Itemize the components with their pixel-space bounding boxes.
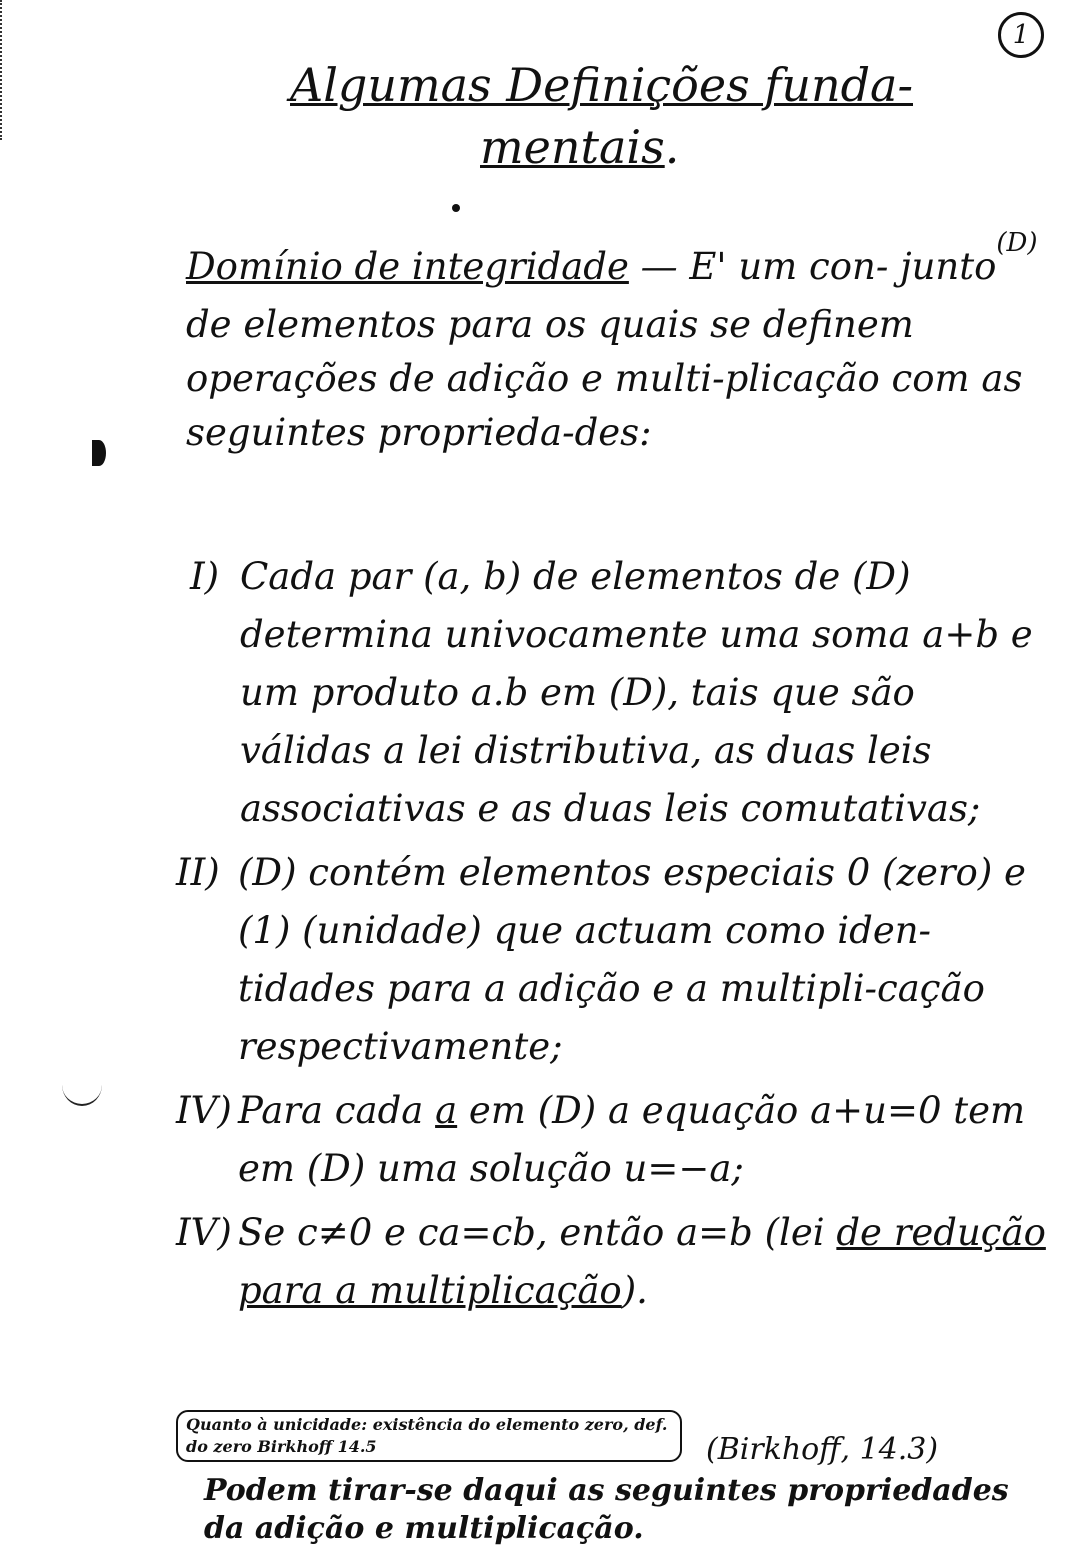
property-item	[176, 844, 1056, 1076]
ink-dot	[452, 204, 460, 212]
property-text-b: em (D) a equação a+u=0 tem em (D) uma solução u=−a;	[238, 1089, 1026, 1190]
title-line-2-word: mentais	[480, 120, 665, 174]
title-line-2	[480, 120, 1030, 174]
margin-ink-curve	[62, 1064, 102, 1106]
property-item	[176, 548, 1056, 838]
property-text: Cada par (a, b) de elementos de (D) determina univocamente uma soma a+b e um produto a.b em (D), tais que são válidas a lei distributiva, as duas leis associativas e as duas leis comutativas;	[240, 555, 1033, 830]
property-text	[176, 1082, 1056, 1198]
property-number: I)	[190, 555, 220, 598]
reference-citation: (Birkhoff, 14.3)	[706, 1432, 939, 1467]
title-line-1: Algumas Definições funda-	[290, 58, 913, 112]
page-number: 1	[998, 12, 1044, 58]
property-text	[176, 1204, 1056, 1320]
definition-dash: —	[628, 245, 690, 288]
title-line-2-period: .	[664, 120, 680, 174]
definition-symbol-d: (D)	[996, 228, 1038, 258]
margin-ink-mark	[92, 440, 106, 466]
properties-list	[176, 548, 1056, 1320]
page-edge-marks	[0, 0, 6, 140]
boxed-margin-note: Quanto à unicidade: existência do elemento zero, def. do zero Birkhoff 14.5	[176, 1410, 682, 1462]
footer-note: Podem tirar-se daqui as seguintes propriedades da adição e multiplicação.	[204, 1473, 1009, 1546]
property-number: IV)	[176, 1089, 232, 1132]
definition-text-c: de elementos para os quais se definem operações de adição e multi-plicação com as seguintes proprieda-des:	[186, 303, 1023, 454]
definition-text-a: E' um con-	[689, 245, 889, 288]
property-item	[176, 1082, 1056, 1198]
definition-text-b: junto	[900, 245, 997, 288]
property-underlined: a	[435, 1089, 458, 1132]
property-underlined: de redução para a multiplicação	[238, 1211, 1046, 1312]
property-number: IV)	[176, 1211, 232, 1254]
property-number: II)	[176, 851, 220, 894]
definition-paragraph	[186, 228, 1056, 460]
property-text-b: ).	[621, 1269, 648, 1312]
property-text: (D) contém elementos especiais 0 (zero) e (1) (unidade) que actuam como iden-tidades para a adição e a multipli-cação respectivamente;	[238, 851, 1026, 1068]
property-text-a: Se c≠0 e ca=cb, então a=b (lei	[238, 1211, 837, 1254]
property-item	[176, 1204, 1056, 1320]
property-text-a: Para cada	[238, 1089, 436, 1132]
definition-term: Domínio de integridade	[186, 245, 629, 288]
page-title	[290, 58, 1030, 174]
